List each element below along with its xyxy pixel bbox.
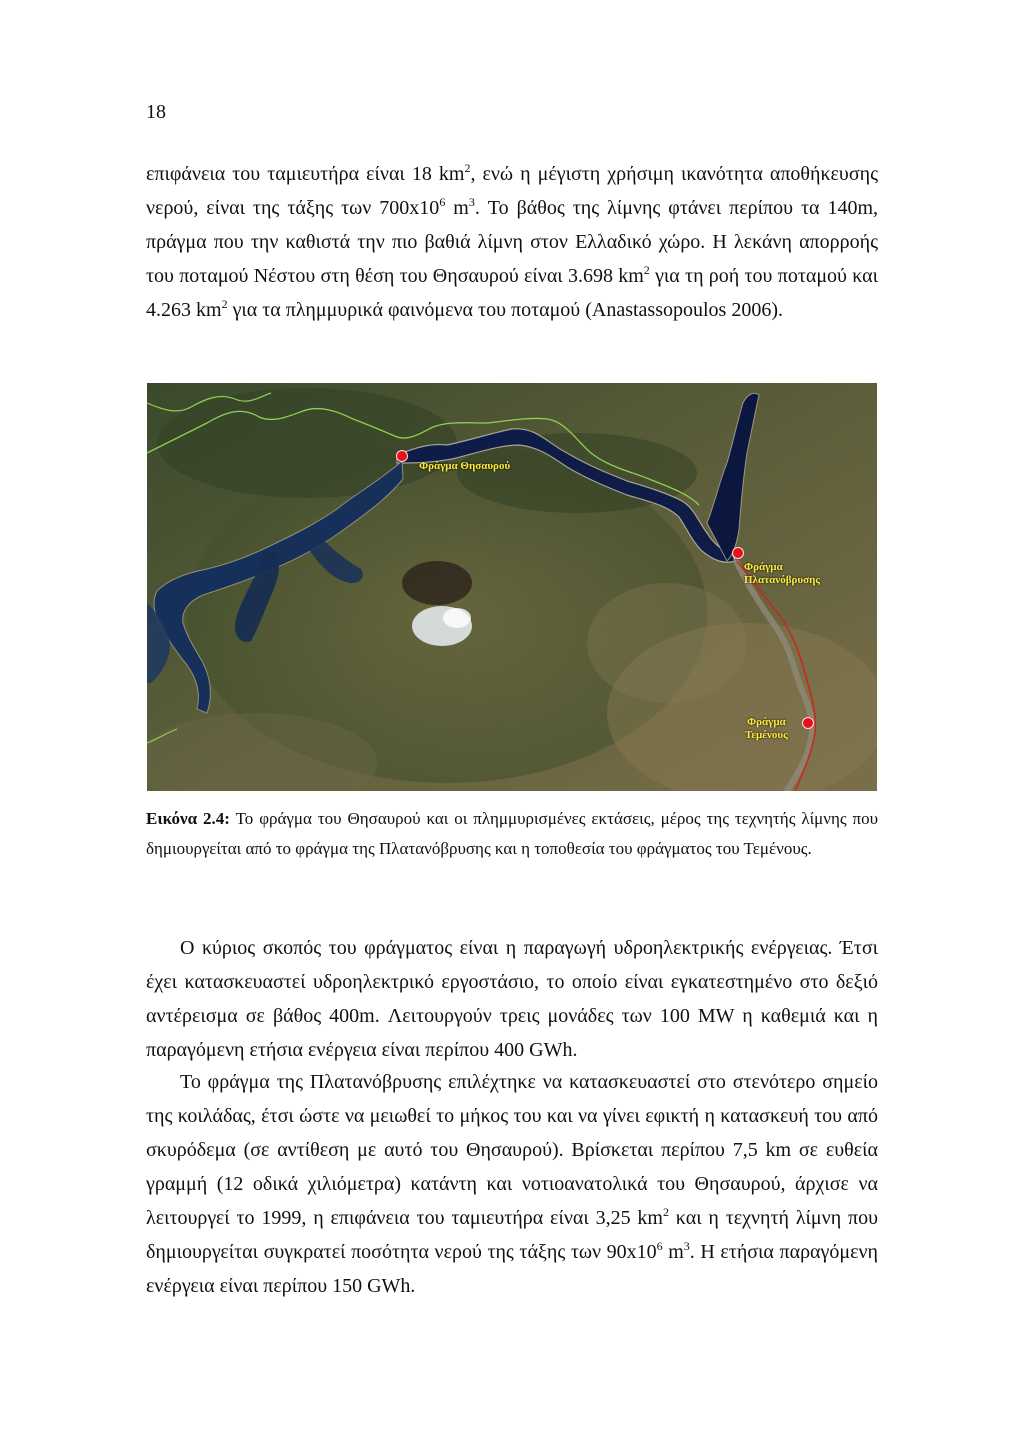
label-thisavros-dam: Φράγμα Θησαυρού: [419, 460, 511, 472]
dam-marker-temenos: [802, 717, 814, 729]
paragraph-reservoir-stats: [146, 157, 878, 327]
satellite-map-figure: [147, 383, 877, 791]
text-run: Το φράγμα της Πλατανόβρυσης επιλέχτηκε να κατασκευαστεί στο στενότερο σημείο της κοιλάδας, έτσι ώστε να μειωθεί το μήκος του και να γίνει εφικτή η κατασκευή του από σκυρόδεμα (σε αντίθεση με αυτό του Θησαυρού). Βρίσκεται περίπου 7,5 km σε ευθεία γραμμή (12 οδικά χιλιόμετρα) κατάντη και νοτιοανατολικά του Θησαυρού, άρχισε να λειτουργεί το 1999, η επιφάνεια του ταμιευτήρα είναι 3,25 km: [146, 1071, 878, 1229]
superscript: 2: [464, 161, 471, 175]
text-run: για τα πλημμυρικά φαινόμενα του ποταμού (Anastassopoulos 2006).: [227, 299, 783, 321]
terrain-shading: [587, 583, 747, 703]
text-run: . Το βάθος της λίμνης φτάνει περίπου τα 140m, πράγμα που την καθιστά την πιο βαθιά λίμνη στον Ελλαδικό χώρο. Η λεκάνη απορροής του ποταμού Νέστου στη θέση του Θησαυρού είναι 3.698 km: [146, 197, 879, 287]
label-line: Φράγμα: [744, 561, 783, 573]
paragraph-platanovrysi: [146, 1065, 878, 1303]
superscript: 2: [643, 263, 650, 277]
paragraph-purpose: Ο κύριος σκοπός του φράγματος είναι η παραγωγή υδροηλεκτρικής ενέργειας. Έτσι έχει κατασκευαστεί υδροηλεκτρικό εργοστάσιο, το οποίο είναι εγκατεστημένο στο δεξιό αντέρεισμα σε βάθος 400m. Λειτουργούν τρεις μονάδες των 100 MW η καθεμιά και η παραγόμενη ετήσια ενέργεια είναι περίπου 400 GWh.: [146, 937, 878, 1061]
superscript: 2: [221, 297, 228, 311]
caption-label: Εικόνα 2.4:: [146, 809, 230, 828]
text-run: και η τεχνητή λίμνη που δημιουργείται συγκρατεί ποσότητα νερού της τάξης των 90x10: [146, 1207, 878, 1263]
superscript: 6: [439, 195, 446, 209]
text-run: m: [445, 197, 469, 219]
label-line: Φράγμα: [747, 716, 786, 728]
label-temenos-dam: [745, 716, 788, 742]
label-line: Τεμένους: [745, 729, 788, 741]
burn-scar: [402, 561, 472, 605]
text-run: επιφάνεια του ταμιευτήρα είναι 18 km: [146, 163, 465, 185]
figure-caption: [146, 804, 878, 864]
text-run: . Η ετήσια παραγόμενη ενέργεια είναι περίπου 150 GWh.: [146, 1241, 878, 1297]
caption-text: Το φράγμα του Θησαυρού και οι πλημμυρισμένες εκτάσεις, μέρος της τεχνητής λίμνης που δημιουργείται από το φράγμα της Πλατανόβρυσης και η τοποθεσία του φράγματος του Τεμένους.: [146, 809, 878, 858]
page-number: 18: [146, 101, 166, 123]
text-run: , ενώ η μέγιστη χρήσιμη ικανότητα αποθήκευσης νερού, είναι της τάξης των 700x10: [146, 163, 878, 219]
dam-marker-thisavros: [396, 450, 408, 462]
cloud-patch: [443, 608, 471, 628]
superscript: 2: [662, 1205, 669, 1219]
dam-marker-platanovrysi: [732, 547, 744, 559]
terrain-shading: [157, 388, 457, 498]
text-run: m: [662, 1241, 684, 1263]
superscript: 3: [683, 1239, 690, 1253]
text-run: για τη ροή του ποταμού και 4.263 km: [146, 265, 878, 321]
superscript: 6: [656, 1239, 663, 1253]
label-platanovrysi-dam: [744, 561, 820, 587]
label-line: Πλατανόβρυσης: [744, 574, 820, 586]
superscript: 3: [468, 195, 475, 209]
